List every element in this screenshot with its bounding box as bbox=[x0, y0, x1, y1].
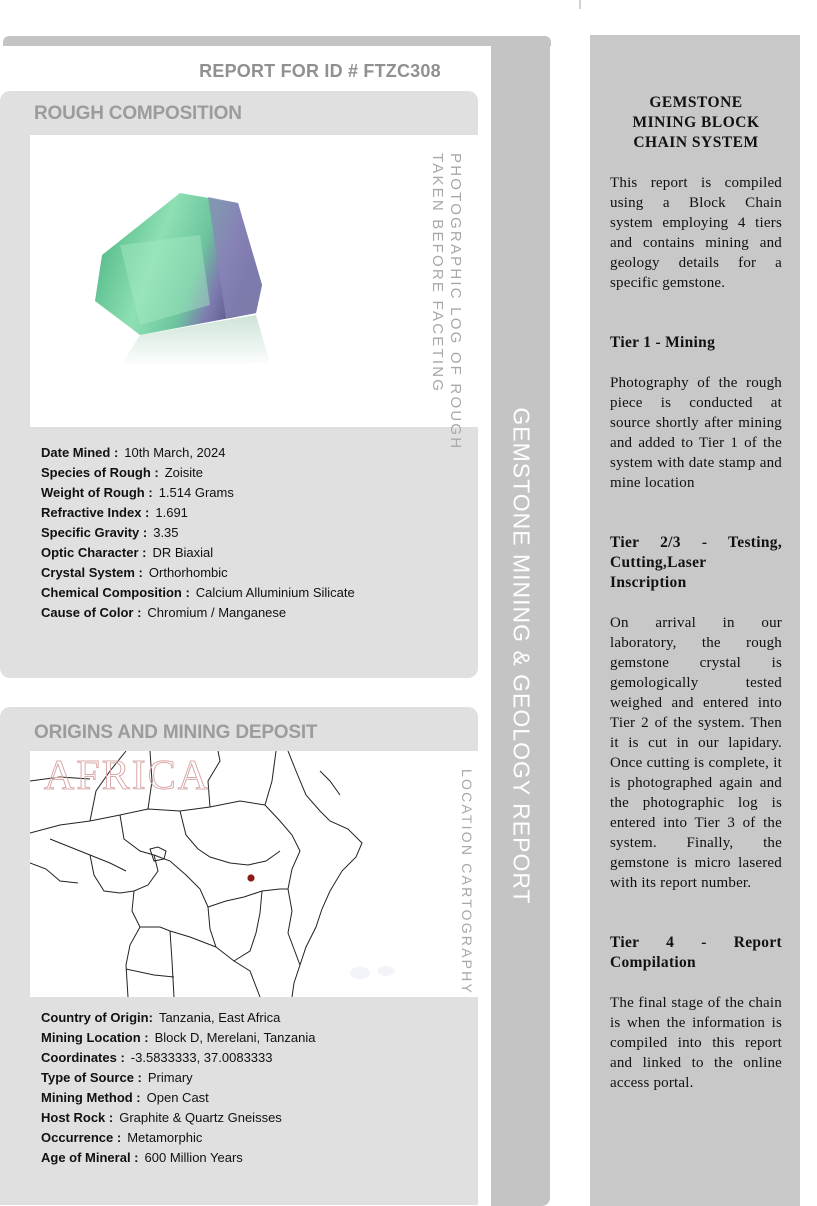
rough-field-row bbox=[41, 583, 355, 603]
field-value: Block D, Merelani, Tanzania bbox=[154, 1030, 316, 1045]
field-label: Country of Origin: bbox=[41, 1010, 153, 1025]
sidebar-intro: This report is compiled using a Block Chain system employing 4 tiers and contains mining and geology details for a specific gemstone. bbox=[610, 175, 782, 291]
origin-field-row bbox=[41, 1128, 316, 1148]
tier23-text: On arrival in our laboratory, the rough gemstone crystal is gemologically tested weighed and entered into Tier 2 of the system. Then it is cut in our lapidary. Once cutting is complete, it is photographed again and the photographic log is entered into Tier 3 of the system. Finally, the gemstone is micro lasered with its report number. bbox=[610, 615, 782, 891]
rough-field-row bbox=[41, 543, 355, 563]
origin-field-row bbox=[41, 1108, 316, 1128]
field-label: Crystal System : bbox=[41, 565, 143, 580]
field-label: Coordinates : bbox=[41, 1050, 125, 1065]
field-value: -3.5833333, 37.0083333 bbox=[130, 1050, 273, 1065]
field-value: Open Cast bbox=[146, 1090, 209, 1105]
photo-caption-line1: PHOTOGRAPHIC LOG OF ROUGH bbox=[447, 153, 464, 451]
map-caption: LOCATION CARTOGRAPHY bbox=[459, 769, 475, 996]
sidebar-heading-line: MINING BLOCK bbox=[632, 114, 760, 131]
origin-field-row bbox=[41, 1008, 316, 1028]
rough-crystal-photo bbox=[30, 135, 478, 427]
origin-field-row bbox=[41, 1068, 316, 1088]
photo-caption-line2: TAKEN BEFORE FACETING bbox=[429, 153, 446, 394]
field-label: Mining Method : bbox=[41, 1090, 141, 1105]
center-column-title bbox=[491, 36, 550, 1206]
field-label: Occurrence : bbox=[41, 1130, 122, 1145]
field-value: Primary bbox=[147, 1070, 193, 1085]
rough-composition-title: ROUGH COMPOSITION bbox=[34, 103, 242, 124]
report-id-title: REPORT FOR ID # FTZC308 bbox=[199, 61, 441, 81]
field-label: Date Mined : bbox=[41, 445, 119, 460]
rough-field-row bbox=[41, 563, 355, 583]
field-value: Graphite & Quartz Gneisses bbox=[119, 1110, 282, 1125]
field-label: Weight of Rough : bbox=[41, 485, 153, 500]
field-label: Mining Location : bbox=[41, 1030, 149, 1045]
field-label: Specific Gravity : bbox=[41, 525, 148, 540]
tier23-heading: Tier 2/3 - Testing, Cutting,Laser Inscription bbox=[610, 534, 782, 591]
rough-field-row bbox=[41, 443, 355, 463]
origin-details-list bbox=[41, 1008, 316, 1168]
rough-field-row bbox=[41, 463, 355, 483]
field-label: Host Rock : bbox=[41, 1110, 114, 1125]
sidebar-heading-line: CHAIN SYSTEM bbox=[633, 134, 759, 151]
field-value: Calcium Alluminium Silicate bbox=[195, 585, 355, 600]
field-value: 600 Million Years bbox=[144, 1150, 243, 1165]
sidebar-heading-line: GEMSTONE bbox=[649, 94, 743, 111]
top-divider bbox=[579, 0, 581, 9]
origin-field-row bbox=[41, 1048, 316, 1068]
location-map-area bbox=[30, 751, 478, 997]
field-label: Type of Source : bbox=[41, 1070, 142, 1085]
origins-title: ORIGINS AND MINING DEPOSIT bbox=[34, 722, 318, 743]
field-value: Orthorhombic bbox=[148, 565, 228, 580]
origin-field-row bbox=[41, 1148, 316, 1168]
sidebar-heading bbox=[610, 93, 782, 153]
rough-details-list bbox=[41, 443, 355, 623]
tier1-text: Photography of the rough piece is conducted at source shortly after mining and added to Tier 1 of the system with date stamp and mine location bbox=[610, 375, 782, 491]
tier4-text: The final stage of the chain is when the information is compiled into this report and linked to the online access portal. bbox=[610, 995, 782, 1091]
field-value: 1.514 Grams bbox=[158, 485, 234, 500]
origin-field-row bbox=[41, 1088, 316, 1108]
field-label: Refractive Index : bbox=[41, 505, 150, 520]
field-label: Age of Mineral : bbox=[41, 1150, 139, 1165]
field-value: Metamorphic bbox=[127, 1130, 203, 1145]
field-value: 3.35 bbox=[153, 525, 179, 540]
field-value: 1.691 bbox=[155, 505, 188, 520]
field-value: Zoisite bbox=[164, 465, 204, 480]
mine-location-marker bbox=[247, 874, 254, 881]
field-label: Chemical Composition : bbox=[41, 585, 190, 600]
africa-map bbox=[30, 751, 478, 997]
field-label: Cause of Color : bbox=[41, 605, 142, 620]
blockchain-sidebar-text bbox=[610, 93, 782, 1093]
header-bar bbox=[3, 36, 551, 46]
tier4-heading: Tier 4 - Report Compilation bbox=[610, 934, 782, 971]
map-watermark: AFRICA bbox=[44, 753, 211, 799]
rough-photo-area bbox=[30, 135, 478, 451]
tier1-heading: Tier 1 - Mining bbox=[610, 334, 716, 351]
rough-field-row bbox=[41, 523, 355, 543]
field-label: Species of Rough : bbox=[41, 465, 159, 480]
origin-field-row bbox=[41, 1028, 316, 1048]
field-value: Chromium / Manganese bbox=[147, 605, 287, 620]
field-value: DR Biaxial bbox=[152, 545, 214, 560]
field-value: Tanzania, East Africa bbox=[158, 1010, 281, 1025]
field-label: Optic Character : bbox=[41, 545, 147, 560]
field-value: 10th March, 2024 bbox=[124, 445, 226, 460]
rough-field-row bbox=[41, 603, 355, 623]
vertical-report-title: GEMSTONE MINING & GEOLOGY REPORT bbox=[508, 407, 534, 905]
rough-field-row bbox=[41, 483, 355, 503]
rough-field-row bbox=[41, 503, 355, 523]
